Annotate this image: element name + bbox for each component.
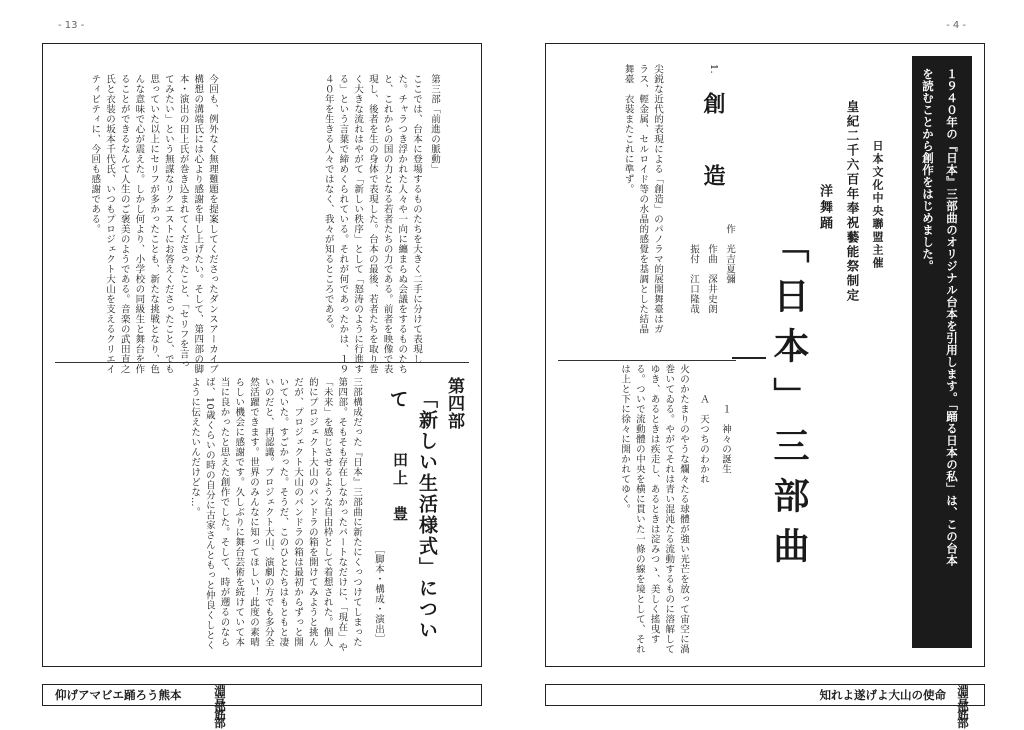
section-description: 尖鋭な近代的表現による「創造」のパノラマ的展開舞臺はガラス、輕金属、セルロイド等の水晶的感覺を基調とした結晶舞臺 衣裝またこれに準ず。 [622, 64, 663, 334]
page-number-right: - 4 - [946, 20, 966, 31]
part3-body-thanks: 今回も、例外なく無理難題を提案してくださったダンスアーカイブ構想の溝端氏には心より感謝を申し上げたい。そして、第四部の脚本・演出の田上氏が巻き込まれてくださったこと、「セリフを言ってみたい」という無謀なリクエストにお答えくださったこと、でも思っていた以上にセリフが多かったことも、新たな挑戦となり、色んな意味で心が震えた。しかし何より、小学校の同級生と舞台を作ることができるなんて人生のご褒美のようである。音楽の武田直之氏と衣装の坂本千代氏、いつもプロジェクト大山を支えるクリエイティビティに、今回も感謝である。 [89, 74, 218, 374]
section-number: 1. [708, 64, 719, 75]
credit-music: 作曲 深井史朗 [706, 244, 717, 314]
right-footer [545, 684, 985, 730]
section-title: 創 造 [700, 92, 726, 200]
part3-heading: 第三部「前進の脈動」 [429, 74, 440, 174]
right-page-frame [545, 43, 985, 667]
section-divider [55, 362, 469, 363]
scene-body: 火のかたまりのやうな爛々たる球體が強い光芒を放って宙空に渦巻いてゐる。やがてそれは青い混沌たる流動するものに溶解してゆき、あるときは疾走し、あるときは淀みつゝ、美しく搖曳する。ついで流動體の中央を横に貫いた一條の線を境として、それは上と下に徐々に開かれてゆく。 [619, 364, 689, 654]
credit-author: 作 光吉夏彌 [724, 224, 735, 284]
right-footer-stamp: 淵音部 筋部 [957, 684, 969, 730]
left-footer-stamp: 淵音部 筋部 [214, 684, 226, 730]
part4-title-number: 第四部 [444, 377, 464, 430]
part3-body: ここでは、台本に登場するものたちを大きく二手に分けて表現した。チャラつき浮かれた人々や一向に纏まらぬ会議をするものたちと、これからの国の力となる若者たちの力である。前者を映像で表現し、後者を生の身体で表現した。台本の最後、若者たちを取り巻く大きな流れはやがて「新しい秩序」として「怒涛のように行進する」という言葉で締めくられている。それが何であったかは、１９４０年を生きる人々ではなく、我々が知るところである。 [322, 74, 422, 374]
banner-line-1: １９４０年の『日本』三部曲のオリジナル台本を引用します。「踊る日本の私」は、この台本 [945, 68, 959, 567]
right-footer-title: 知れよ遂げよ大山の使命 [819, 688, 946, 702]
festival: 皇紀二千六百年奉祝藝能祭制定 [845, 100, 860, 303]
right-section-divider [558, 360, 736, 361]
scene-number: １ 神々の誕生 [720, 404, 731, 474]
part4-title: 「新しい生活様式」について [386, 389, 438, 641]
sponsor: 日本文化中央聯盟主催 [871, 140, 884, 270]
credit-choreo: 振付 江口隆哉 [688, 244, 699, 314]
scene-subtitle: Ａ 天つちのわかれ [698, 394, 709, 484]
left-footer-title: 仰げアマビエ踊ろう熊本 [55, 688, 182, 702]
main-title: 「日本」三部曲 [768, 227, 810, 577]
part4-body: 三部構成だった『日本』三部曲に新たにくっつけてしまった第四部。そもそも存在しなかったパートなだけに、「現在」や「未来」を感じさせるような自由枠として着想された。個人的にプロジェクト大山のパンドラの箱を開けてみようと挑んだが、プロジェクト大山のパンドラの箱は最初からずっと開いていた。すごかった。そうだ、このひとたちはもともと凄いのだと、再認識。プロジェクト大山、演劇の方でも多分全然活躍できます。世界のみんなに知ってほしい！此度の素晴らしい機会に感謝です。久しぶりに舞台芸術を続けていて本当に良かったと思えた創作でした。そして、時が遡るのならば、10歳くらいの時の自分に古家さんともっと仲良くしとくように伝えたいんだけどな…。 [189, 377, 362, 653]
banner-line-2: を読むことから創作をはじめました。 [921, 68, 935, 272]
part4-role: ［脚本・構成・演出］ [373, 544, 384, 644]
left-page-frame [42, 43, 482, 667]
credits-rule [732, 357, 766, 359]
part4-author: 田上 豊 [391, 452, 409, 524]
page-number-left: - 13 - [58, 20, 85, 31]
left-footer [42, 684, 482, 730]
genre: 洋舞踊 [817, 184, 832, 232]
intro-banner [912, 56, 972, 648]
